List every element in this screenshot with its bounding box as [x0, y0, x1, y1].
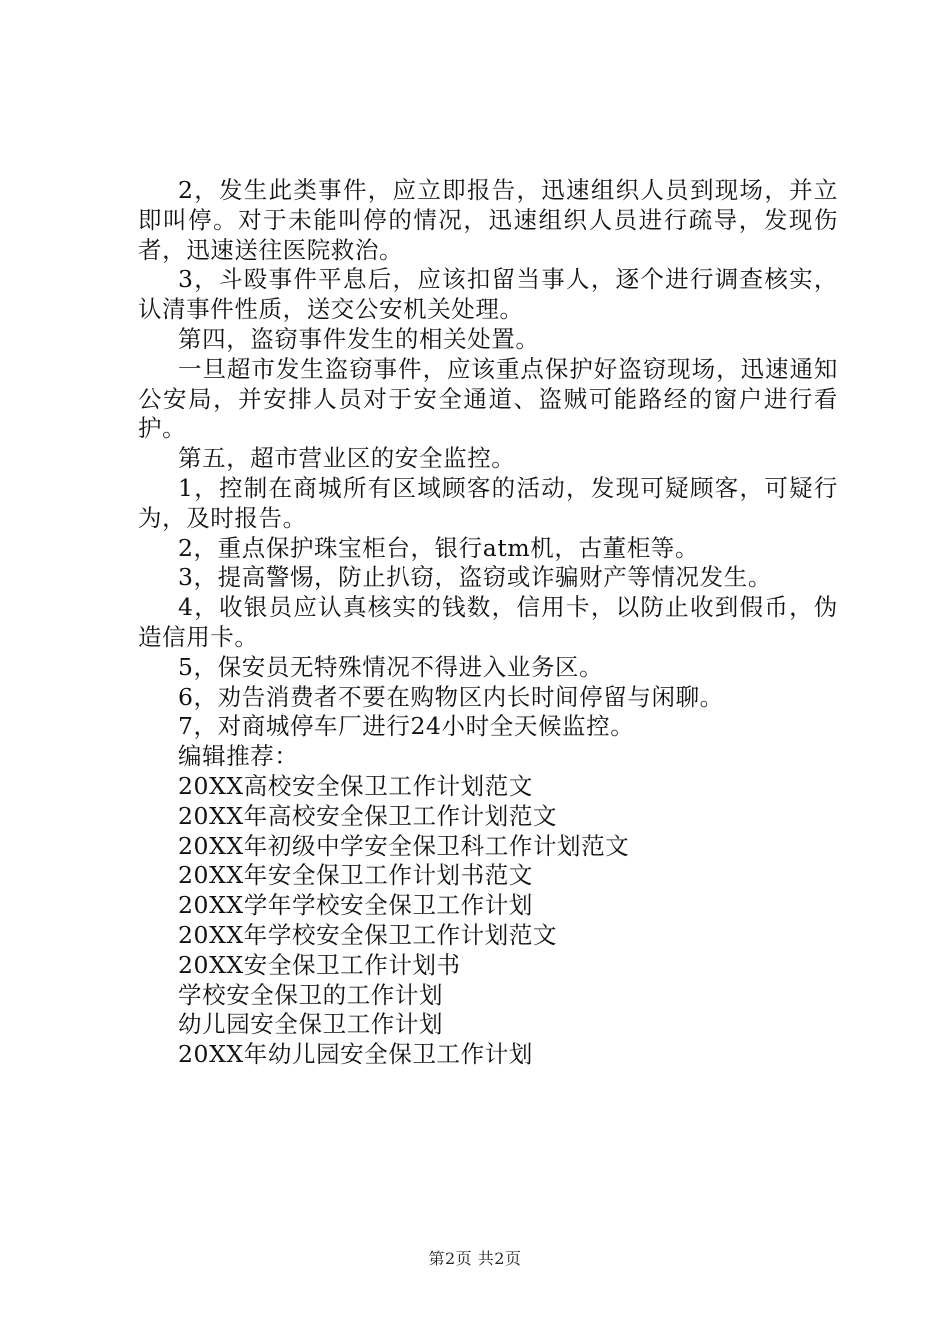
paragraph-fight-aftermath: 3，斗殴事件平息后，应该扣留当事人，逐个进行调查核实，认清事件性质，送交公安机关处理。 — [138, 265, 838, 324]
paragraph-monitor-1: 1，控制在商城所有区域顾客的活动，发现可疑顾客，可疑行为，及时报告。 — [138, 473, 838, 532]
section-heading-theft: 第四，盗窃事件发生的相关处置。 — [178, 324, 540, 353]
document-body — [138, 176, 838, 1070]
paragraph-monitor-3: 3，提高警惕，防止扒窃，盗窃或诈骗财产等情况发生。 — [178, 563, 772, 592]
paragraph-monitor-7: 7，对商城停车厂进行24小时全天候监控。 — [178, 712, 635, 741]
paragraph-theft-handling: 一旦超市发生盗窃事件，应该重点保护好盗窃现场，迅速通知公安局，并安排人员对于安全通道、盗贼可能路经的窗户进行看护。 — [138, 354, 838, 443]
recommendation-item[interactable]: 20XX年学校安全保卫工作计划范文 — [178, 920, 558, 949]
recommendation-item[interactable]: 20XX学年学校安全保卫工作计划 — [178, 891, 533, 920]
paragraph-monitor-2: 2，重点保护珠宝柜台，银行atm机，古董柜等。 — [178, 533, 699, 562]
recommendations-list — [138, 772, 838, 1070]
paragraph-fight-report: 2，发生此类事件，应立即报告，迅速组织人员到现场，并立即叫停。对于未能叫停的情况，迅速组织人员进行疏导，发现伤者，迅速送往医院救治。 — [138, 176, 838, 264]
recommendations-heading: 编辑推荐： — [178, 742, 299, 771]
recommendation-item[interactable]: 20XX年安全保卫工作计划书范文 — [178, 861, 533, 890]
recommendation-item[interactable]: 20XX安全保卫工作计划书 — [178, 950, 461, 979]
recommendation-item[interactable]: 20XX年高校安全保卫工作计划范文 — [178, 801, 558, 830]
recommendation-item[interactable]: 20XX年幼儿园安全保卫工作计划 — [178, 1040, 533, 1069]
page-number-footer: 第2页 共2页 — [428, 1249, 522, 1268]
paragraph-monitor-4: 4，收银员应认真核实的钱数，信用卡，以防止收到假币，伪造信用卡。 — [138, 593, 838, 651]
paragraph-monitor-5: 5，保安员无特殊情况不得进入业务区。 — [178, 652, 604, 681]
recommendation-item[interactable]: 20XX高校安全保卫工作计划范文 — [178, 771, 533, 800]
recommendation-item[interactable]: 幼儿园安全保卫工作计划 — [178, 1010, 444, 1039]
paragraph-monitor-6: 6，劝告消费者不要在购物区内长时间停留与闲聊。 — [178, 682, 724, 711]
recommendation-item[interactable]: 20XX年初级中学安全保卫科工作计划范文 — [178, 831, 630, 860]
section-heading-monitoring: 第五，超市营业区的安全监控。 — [178, 444, 516, 473]
recommendation-item[interactable]: 学校安全保卫的工作计划 — [178, 980, 444, 1009]
